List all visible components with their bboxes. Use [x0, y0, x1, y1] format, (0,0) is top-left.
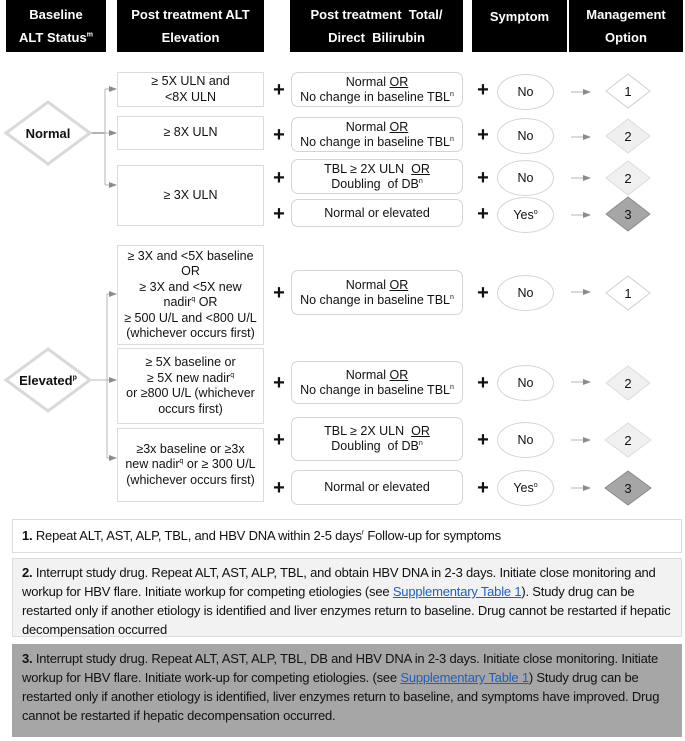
elevated-bili-box-3 [291, 417, 463, 461]
header-alt-line2: Elevation [161, 30, 220, 45]
note-text: ). Study drug can be restarted only if another etiology is identified and liver enzymes return to baseline. Drug cannot be restarted if hepatic decompensation occurred [22, 584, 671, 637]
note-text: Repeat ALT, AST, ALP, TBL, and HBV DNA within 2-5 days [32, 528, 362, 543]
alt-text: (whichever occurs first) [126, 326, 255, 340]
normal-alt-box-1 [117, 72, 264, 107]
plus-sign: + [477, 282, 489, 304]
baseline-elevated-node [4, 347, 92, 413]
elevated-option-1 [605, 275, 651, 311]
note-number: 3. [22, 651, 33, 666]
bili-line2 [331, 177, 422, 192]
footnote-marker: n [418, 439, 423, 447]
plus-sign: + [477, 477, 489, 499]
option-number: 2 [624, 170, 632, 186]
bili-line1 [346, 278, 409, 293]
option-number: 2 [624, 432, 632, 448]
elevated-text: Elevated [19, 372, 73, 388]
baseline-normal-node [4, 100, 92, 166]
normal-option-2 [605, 118, 651, 154]
bili-text: No change in baseline TBL [300, 134, 450, 149]
supplementary-table-link[interactable]: Supplementary Table 1 [400, 670, 529, 685]
normal-bili-box-2 [291, 117, 463, 152]
bili-text: Normal [345, 119, 390, 134]
bili-or: OR [389, 367, 409, 382]
note-number: 2. [22, 565, 33, 580]
alt-text: nadir [163, 295, 192, 309]
normal-option-3 [605, 160, 651, 196]
alt-text: OR [181, 264, 200, 278]
normal-bili-box-1 [291, 72, 463, 107]
plus-sign: + [477, 429, 489, 451]
normal-symptom-1 [497, 74, 554, 110]
alt-text: new nadir [125, 457, 180, 472]
bili-text: TBL ≥ 2X ULN [324, 161, 412, 176]
footnote-marker: q [191, 295, 196, 303]
symptom-text: No [517, 85, 534, 99]
bili-text: Normal or elevated [324, 480, 430, 494]
option-number: 1 [624, 285, 632, 301]
note-text: Interrupt study drug. Repeat ALT, AST, ALP, TBL, and obtain HBV DNA in 2-3 days. Initiate close monitoring and workup for HBV flare. Initiate workup for competing etiologies (see [22, 565, 656, 599]
elevated-alt-box-3 [117, 428, 264, 502]
footnote-marker: n [449, 90, 454, 98]
alt-text: occurs first) [158, 401, 223, 416]
symptom-text: Yes [513, 481, 534, 495]
management-note-1 [12, 519, 682, 553]
bili-line2 [300, 135, 454, 150]
alt-text: ≥ 500 U/L and <800 U/L [124, 310, 257, 325]
alt-text: ≥ 5X baseline or [145, 355, 236, 369]
note-text: Follow-up for symptoms [363, 528, 501, 543]
bili-or: OR [389, 277, 409, 292]
note-number: 1. [22, 528, 33, 543]
plus-sign: + [273, 372, 285, 394]
header-symptom-text: Symptom [489, 9, 550, 24]
alt-text: ≥ 3X and <5X baseline [127, 248, 254, 263]
normal-alt-box-2 [117, 116, 264, 150]
footnote-marker: r [361, 529, 364, 537]
option-number: 2 [624, 375, 632, 391]
elevated-option-3 [604, 422, 652, 458]
alt-text: ≥ 3X ULN [163, 187, 218, 202]
header-bili-line2: Direct Bilirubin [328, 30, 425, 45]
bili-text: No change in baseline TBL [300, 382, 450, 397]
bili-line1 [346, 75, 409, 90]
alt-text: or ≥800 U/L (whichever [126, 386, 255, 400]
alt-text: ≥ 5X ULN and [151, 74, 230, 88]
bili-line1 [324, 424, 430, 439]
normal-option-1 [605, 73, 651, 109]
option-number: 2 [624, 128, 632, 144]
elevated-symptom-4 [497, 470, 554, 506]
elevated-label [19, 373, 77, 388]
bili-line2 [300, 293, 454, 308]
bili-line2 [331, 439, 422, 454]
elevated-alt-box-2 [117, 348, 264, 424]
alt-text: ≥3x baseline or ≥3x [136, 441, 245, 456]
bili-or: OR [411, 161, 430, 176]
footnote-marker: o [533, 208, 538, 216]
normal-alt-box-3 [117, 165, 264, 226]
plus-sign: + [477, 124, 489, 146]
normal-option-4 [605, 196, 651, 232]
header-mgmt-line2: Option [605, 30, 647, 45]
footnote-marker: m [86, 31, 93, 39]
alt-text: ≥ 5X new nadir [146, 370, 231, 385]
alt-line [147, 371, 234, 387]
footnote-marker: p [72, 374, 77, 382]
header-mgmt-line1: Management [586, 7, 666, 22]
normal-bili-box-4 [291, 199, 463, 227]
supplementary-table-link[interactable]: Supplementary Table 1 [392, 584, 522, 599]
bili-or: OR [411, 424, 430, 438]
elevated-bili-box-2 [291, 361, 463, 404]
option-number: 3 [624, 206, 632, 222]
footnote-marker: q [179, 458, 184, 466]
plus-sign: + [477, 167, 489, 189]
elevated-symptom-3 [497, 422, 554, 458]
note-text: Interrupt study drug. Repeat ALT, AST, ALP, TBL, DB and HBV DNA in 2-3 days. Initiate close monitoring. Initiate workup for HBV flare. Initiate work-up for competing etiologies. (see [22, 651, 659, 685]
footnote-marker: q [230, 371, 235, 379]
alt-text: or ≥ 300 U/L [183, 457, 256, 472]
bili-text: TBL ≥ 2X ULN [324, 424, 412, 438]
elevated-symptom-2 [497, 365, 554, 401]
bili-text: No change in baseline TBL [300, 89, 450, 104]
elevated-bili-box-4 [291, 470, 463, 505]
bili-text: Doubling of DB [331, 439, 419, 453]
plus-sign: + [477, 372, 489, 394]
bili-text: Normal [345, 74, 390, 89]
header-baseline-text: ALT Status [19, 30, 87, 45]
plus-sign: + [273, 167, 285, 189]
symptom-text: No [517, 376, 534, 390]
footnote-marker: n [449, 383, 454, 391]
plus-sign: + [273, 282, 285, 304]
plus-sign: + [273, 124, 285, 146]
note-text: ) Study drug can be restarted only if another etiology is identified, liver enzymes return to baseline, and symptoms have improved. Drug cannot be restarted if hepatic decompensation occurred. [22, 670, 660, 723]
bili-or: OR [389, 74, 409, 89]
option-number: 1 [624, 83, 632, 99]
header-baseline-line1: Baseline [29, 7, 83, 22]
normal-symptom-2 [497, 118, 554, 154]
footnote-marker: n [449, 135, 454, 143]
symptom-text: No [517, 171, 534, 185]
elevated-symptom-1 [497, 275, 554, 311]
symptom-yes [513, 481, 537, 495]
elevated-bili-box-1 [291, 270, 463, 315]
alt-text: ≥ 8X ULN [163, 125, 218, 140]
footnote-marker: n [449, 293, 454, 301]
footnote-marker: o [533, 481, 538, 489]
symptom-yes [513, 208, 537, 222]
header-bili-line1: Post treatment Total/ [310, 7, 443, 22]
symptom-text: Yes [513, 208, 534, 222]
header-alt-line1: Post treatment ALT [131, 7, 250, 22]
normal-symptom-4 [497, 197, 554, 233]
elevated-alt-box-1 [117, 245, 264, 345]
bili-line1 [324, 162, 430, 177]
bili-text: Doubling of DB [331, 176, 419, 191]
bili-text: No change in baseline TBL [300, 292, 450, 307]
bili-line1 [346, 368, 409, 383]
plus-sign: + [273, 477, 285, 499]
alt-text: <8X ULN [164, 89, 217, 104]
symptom-text: No [517, 286, 534, 300]
plus-sign: + [477, 203, 489, 225]
bili-line2 [300, 383, 454, 398]
plus-sign: + [273, 429, 285, 451]
elevated-option-2 [605, 365, 651, 401]
normal-symptom-3 [497, 160, 554, 196]
bili-line2 [300, 90, 454, 105]
symptom-text: No [517, 433, 534, 447]
plus-sign: + [273, 203, 285, 225]
alt-line [164, 295, 218, 311]
normal-label: Normal [25, 125, 71, 141]
alt-text: (whichever occurs first) [126, 472, 255, 487]
plus-sign: + [273, 79, 285, 101]
management-note-3 [12, 644, 682, 737]
alt-text: ≥ 3X and <5X new [139, 279, 242, 294]
option-number: 3 [624, 480, 632, 496]
management-note-2 [12, 558, 682, 637]
bili-text: Normal [345, 367, 390, 382]
bili-text: Normal or elevated [324, 205, 430, 220]
footnote-marker: n [418, 177, 423, 185]
alt-line [125, 457, 255, 473]
bili-line1 [346, 120, 409, 135]
alt-text: OR [195, 295, 218, 309]
plus-sign: + [477, 79, 489, 101]
bili-text: Normal [345, 277, 390, 292]
symptom-text: No [517, 129, 534, 143]
bili-or: OR [389, 119, 409, 134]
elevated-option-4 [604, 470, 652, 506]
normal-bili-box-3 [291, 159, 463, 194]
